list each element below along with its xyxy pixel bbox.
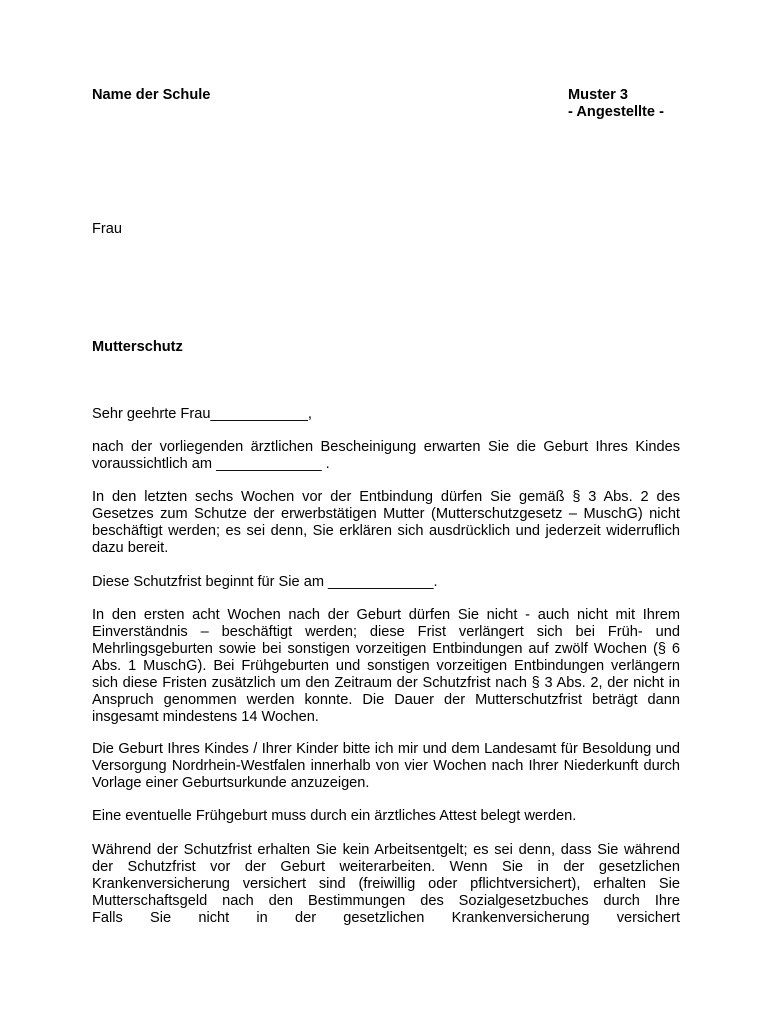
paragraph-pre-birth-protection: In den letzten sechs Wochen vor der Entbindung dürfen Sie gemäß § 3 Abs. 2 des Gesetzes zum Schutze der erwerbstätigen Mutter (Mutterschutzgesetz – MuschG) nicht beschäftigt werden; es sei denn, Sie erklären sich ausdrücklich und jederzeit widerruflich dazu bereit. [92, 489, 680, 556]
paragraph-post-birth-protection: In den ersten acht Wochen nach der Geburt dürfen Sie nicht - auch nicht mit Ihrem Einverständnis – beschäftigt werden; diese Frist verlängert sich bei Früh- und Mehrlingsgeburten sowie bei sonstigen vorzeitigen Entbindungen auf zwölf Wochen (§ 6 Abs. 1 MuschG). Bei Frühgeburten und sonstigen vorzeitigen Entbindungen verlängern sich diese Fristen zusätzlich um den Zeitraum der Schutzfrist nach § 3 Abs. 2, der nicht in Anspruch genommen werden konnte. Die Dauer der Mutterschutzfrist beträgt dann insgesamt mindestens 14 Wochen. [92, 607, 680, 725]
recipient-salutation: Frau [92, 221, 123, 237]
paragraph-protection-start: Diese Schutzfrist beginnt für Sie am _____________. [92, 574, 438, 590]
employee-type: - Angestellte - [568, 104, 664, 120]
school-name: Name der Schule [92, 87, 211, 103]
paragraph-premature-birth: Eine eventuelle Frühgeburt muss durch ein ärztliches Attest belegt werden. [92, 808, 577, 824]
paragraph-maternity-pay: Während der Schutzfrist erhalten Sie kein Arbeitsentgelt; es sei denn, dass Sie während der Schutzfrist vor der Geburt weiterarbeiten. Wenn Sie in der gesetzlichen Krankenversicherung versichert sind (freiwillig oder pflichtversichert), erhalten Sie Mutterschaftsgeld nach den Bestimmungen des Sozialgesetzbuches durch Ihre [92, 842, 680, 909]
paragraph-expected-birth: nach der vorliegenden ärztlichen Bescheinigung erwarten Sie die Geburt Ihres Kindes voraussichtlich am _____________ . [92, 439, 680, 472]
greeting: Sehr geehrte Frau____________, [92, 406, 312, 422]
subject-line: Mutterschutz [92, 339, 183, 355]
paragraph-insurance-continued: Falls Sie nicht in der gesetzlichen Krankenversicherung versichert [92, 910, 680, 926]
paragraph-birth-notification: Die Geburt Ihres Kindes / Ihrer Kinder bitte ich mir und dem Landesamt für Besoldung und Versorgung Nordrhein-Westfalen innerhalb von vier Wochen nach Ihrer Niederkunft durch Vorlage einer Geburtsurkunde anzuzeigen. [92, 741, 680, 791]
form-number: Muster 3 [568, 87, 629, 103]
